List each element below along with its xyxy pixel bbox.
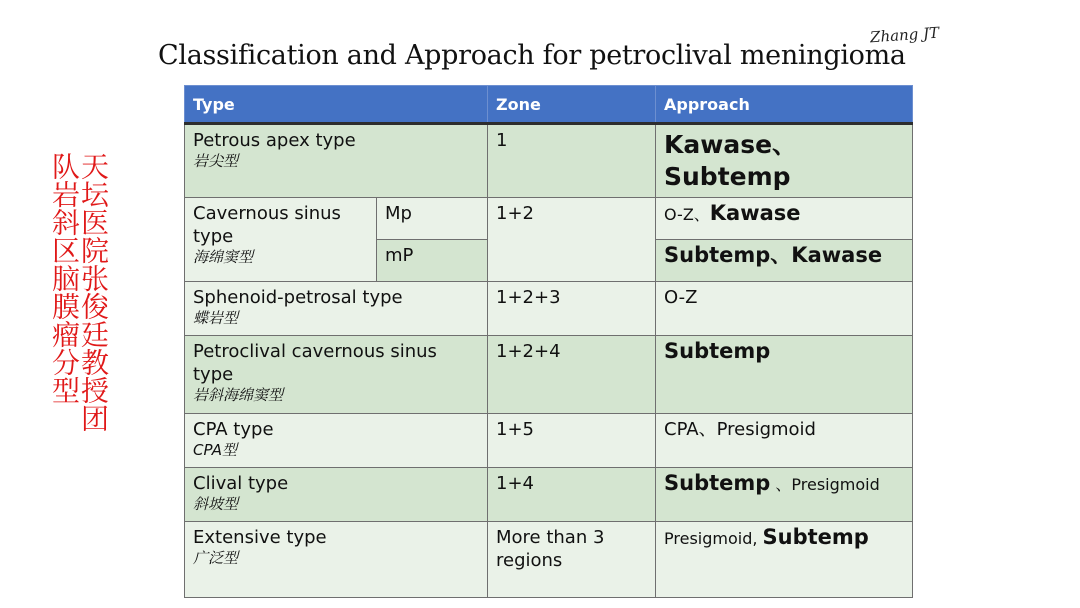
subtype-cell: mP — [377, 240, 488, 282]
approach-bold: Subtemp — [762, 525, 869, 549]
type-label: Extensive type — [193, 527, 327, 548]
approach-bold: Kawase — [709, 201, 801, 225]
classification-table — [184, 85, 913, 598]
table-row — [185, 282, 913, 336]
type-cell — [185, 522, 488, 598]
approach-text: 、Presigmoid — [770, 475, 880, 494]
side-caption-right: 天坛医院张俊廷教授团 — [77, 152, 110, 432]
header-approach: Approach — [656, 86, 913, 124]
approach-cell: O-Z — [656, 282, 913, 336]
table-row — [185, 124, 913, 198]
type-label: Cavernous sinus type — [193, 203, 341, 247]
type-label-cn: CPA型 — [193, 441, 238, 459]
table-row — [185, 468, 913, 522]
zone-cell: More than 3 regions — [488, 522, 656, 598]
type-cell — [185, 282, 488, 336]
table-row — [185, 198, 913, 240]
approach-cell — [656, 240, 913, 282]
type-label: Sphenoid-petrosal type — [193, 287, 403, 308]
type-label-cn: 岩尖型 — [193, 152, 239, 170]
type-label-cn: 海绵窦型 — [193, 248, 254, 266]
slide-title: Classification and Approach for petroclival meningioma — [158, 40, 906, 71]
approach-text: Presigmoid, — [664, 529, 763, 548]
approach-bold: Subtemp — [664, 339, 771, 363]
type-label: Clival type — [193, 473, 289, 494]
type-label-cn: 岩斜海绵窦型 — [193, 386, 284, 404]
type-label-cn: 蝶岩型 — [193, 309, 239, 327]
approach-cell: CPA、Presigmoid — [656, 414, 913, 468]
subtype-cell: Mp — [377, 198, 488, 240]
zone-cell: 1+5 — [488, 414, 656, 468]
type-label-cn: 斜坡型 — [193, 495, 239, 513]
zone-cell: 1+2 — [488, 198, 656, 282]
table-header-row — [185, 86, 913, 124]
approach-cell — [656, 522, 913, 598]
zone-cell: 1+2+4 — [488, 336, 656, 414]
zone-cell: 1+2+3 — [488, 282, 656, 336]
side-caption-left: 队岩斜区脑膜瘤分型 — [48, 152, 81, 404]
approach-cell — [656, 198, 913, 240]
table-row — [185, 336, 913, 414]
approach-bold: Kawase、 — [664, 130, 798, 159]
type-cell — [185, 414, 488, 468]
approach-text: O-Z、 — [664, 205, 710, 224]
type-label: Petrous apex type — [193, 130, 356, 151]
type-label: CPA type — [193, 419, 274, 440]
type-cell — [185, 124, 488, 198]
approach-cell — [656, 468, 913, 522]
type-label-cn: 广泛型 — [193, 549, 239, 567]
type-label: Petroclival cavernous sinus type — [193, 341, 437, 385]
type-cell — [185, 336, 488, 414]
table-row — [185, 414, 913, 468]
header-zone: Zone — [488, 86, 656, 124]
approach-bold: Subtemp、Kawase — [664, 243, 883, 267]
approach-bold: Subtemp — [664, 162, 791, 191]
approach-cell — [656, 336, 913, 414]
type-cell — [185, 198, 377, 282]
approach-cell — [656, 124, 913, 198]
header-type: Type — [185, 86, 488, 124]
type-cell — [185, 468, 488, 522]
zone-cell: 1+4 — [488, 468, 656, 522]
table-row — [185, 522, 913, 598]
signature: Zhang JT — [869, 23, 940, 47]
approach-bold: Subtemp — [664, 471, 771, 495]
zone-cell: 1 — [488, 124, 656, 198]
